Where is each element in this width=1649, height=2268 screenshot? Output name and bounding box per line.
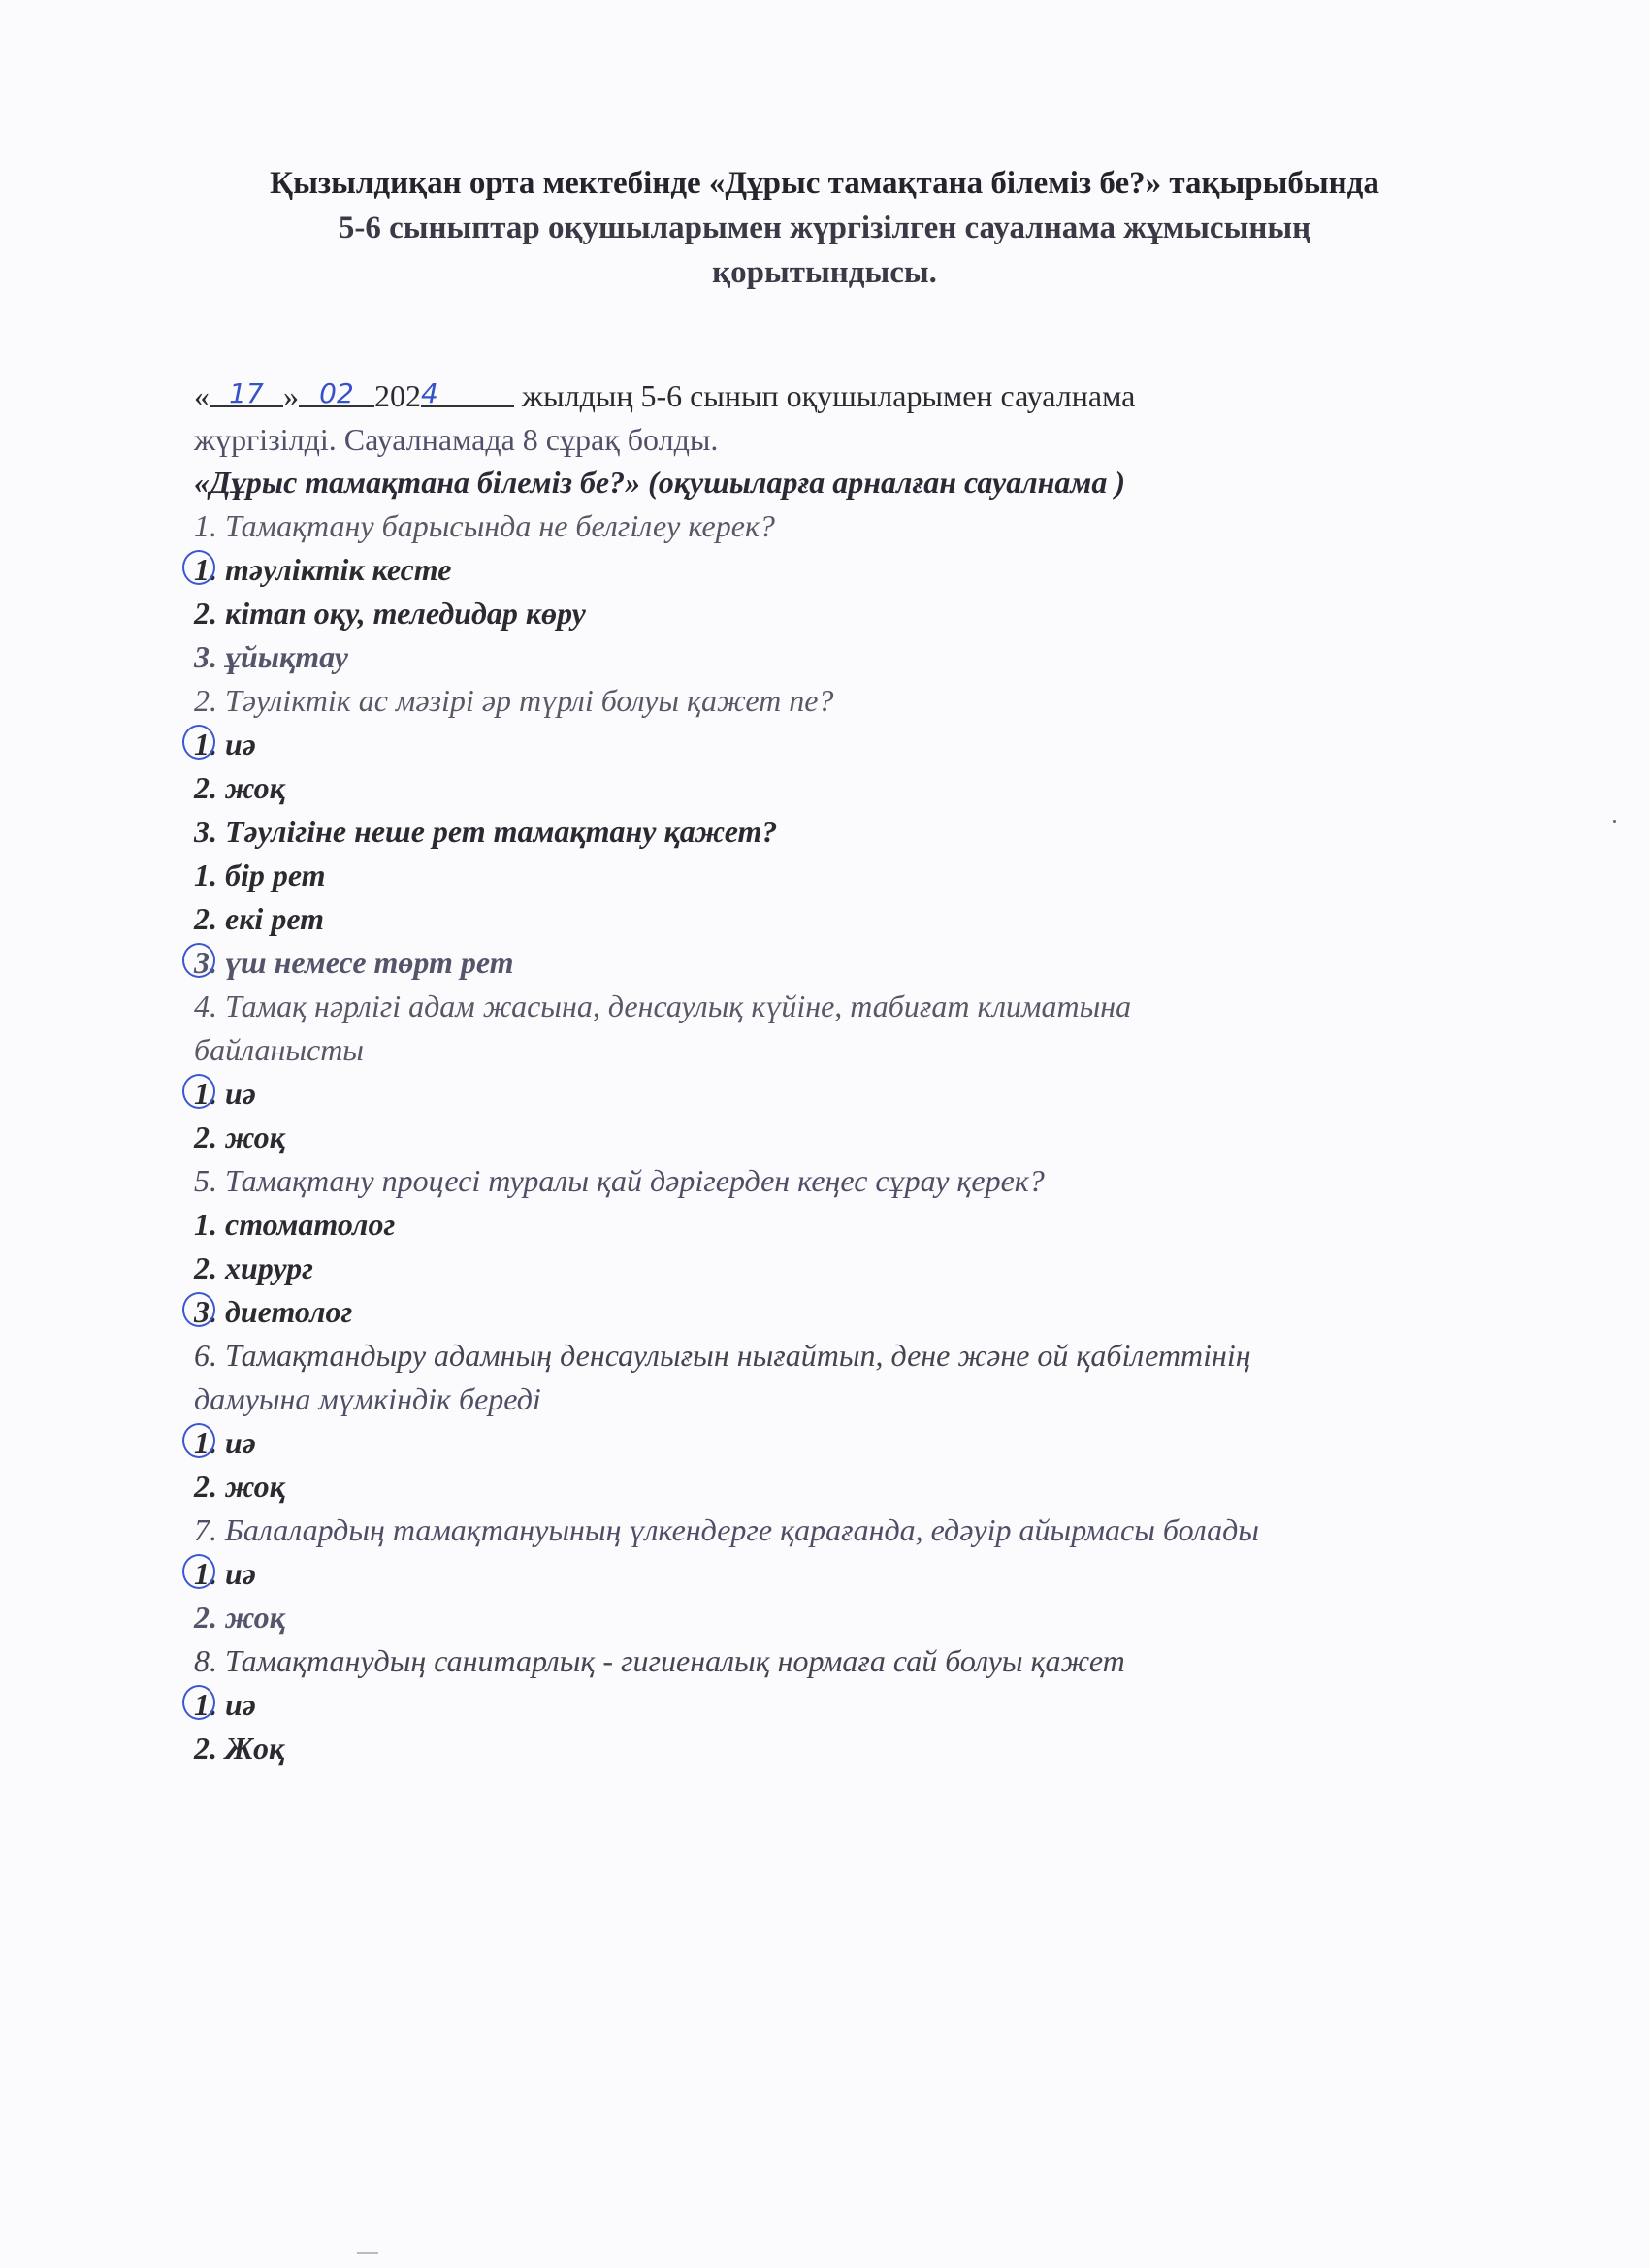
option-text: жоқ	[225, 1119, 285, 1154]
intro-line-1-rest: жылдың 5-6 сынып оқушыларымен сауалнама	[522, 378, 1136, 413]
answer-option	[194, 897, 1533, 941]
option-number: 2.	[194, 1469, 217, 1504]
survey	[194, 461, 1533, 1770]
option-number: 1.	[194, 1076, 217, 1111]
handwritten-year-digit: 4	[421, 377, 438, 409]
title-line-3: қорытындысы.	[712, 255, 937, 290]
question-3: 3. Тәулігіне неше рет тамақтану қажет?	[194, 814, 778, 849]
option-number: 2.	[194, 1731, 217, 1766]
option-number: 1.	[194, 858, 217, 892]
question-8: 8. Тамақтанудың санитарлық - гигиеналық нормаға сай болуы қажет	[194, 1643, 1125, 1678]
option-text: тәуліктік кесте	[225, 552, 452, 587]
intro-line-1	[194, 374, 1504, 418]
answer-option	[194, 1072, 1533, 1116]
document-title	[146, 161, 1504, 295]
answer-option	[194, 1727, 1533, 1770]
answer-option	[194, 1683, 1533, 1727]
answer-option	[194, 941, 1533, 985]
intro-line-2: жүргізілді. Сауалнамада 8 сұрақ болды.	[194, 422, 719, 457]
option-text: жоқ	[225, 1600, 285, 1635]
selected-answer-circle	[182, 1074, 215, 1109]
answer-option	[194, 635, 1533, 679]
answer-option	[194, 1596, 1533, 1639]
quote-close: »	[283, 378, 299, 413]
selected-answer-circle	[182, 1423, 215, 1458]
survey-title: «Дұрыс тамақтана білеміз бе?» (оқушыларға арналған сауалнама )	[194, 465, 1125, 500]
option-text: иә	[225, 1556, 256, 1591]
option-text: хирург	[225, 1250, 313, 1285]
selected-answer-circle	[182, 1292, 215, 1327]
selected-answer-circle	[182, 1685, 215, 1720]
option-text: Жоқ	[225, 1731, 285, 1766]
question-6-line-1: 6. Тамақтандыру адамның денсаулығын нығайтып, дене және ой қабілеттінің	[194, 1338, 1251, 1373]
selected-answer-circle	[182, 725, 215, 760]
answer-option	[194, 1116, 1533, 1159]
title-line-2: 5-6 сыныптар оқушыларымен жүргізілген сауалнама жұмысының	[338, 211, 1311, 245]
option-text: үш немесе төрт рет	[225, 945, 514, 980]
question-7: 7. Балалардың тамақтануының үлкендерге қарағанда, едәуір айырмасы болады	[194, 1512, 1259, 1547]
question-2: 2. Тәуліктік ас мәзірі әр түрлі болуы қажет пе?	[194, 683, 834, 718]
answer-option	[194, 1421, 1533, 1465]
question-4-line-2: байланысты	[194, 1032, 364, 1067]
option-number: 1.	[194, 552, 217, 587]
handwritten-month: 02	[319, 377, 354, 409]
answer-option	[194, 592, 1533, 635]
option-text: жоқ	[225, 770, 285, 805]
option-number: 1.	[194, 1207, 217, 1242]
option-text: иә	[225, 1687, 256, 1722]
year-prefix: 202	[374, 378, 421, 413]
answer-option	[194, 1290, 1533, 1334]
question-6-line-2: дамуына мүмкіндік береді	[194, 1381, 541, 1416]
option-number: 1.	[194, 1556, 217, 1591]
option-number: 3.	[194, 1294, 217, 1329]
answer-option	[194, 1465, 1533, 1508]
answer-option	[194, 548, 1533, 592]
option-text: екі рет	[225, 901, 324, 936]
option-number: 3.	[194, 639, 217, 674]
answer-option	[194, 1247, 1533, 1290]
option-number: 1.	[194, 1425, 217, 1460]
option-text: жоқ	[225, 1469, 285, 1504]
question-1: 1. Тамақтану барысында не белгілеу керек?	[194, 508, 775, 543]
option-text: диетолог	[225, 1294, 353, 1329]
option-text: иә	[225, 1076, 256, 1111]
selected-answer-circle	[182, 1554, 215, 1589]
selected-answer-circle	[182, 943, 215, 978]
answer-option	[194, 766, 1533, 810]
question-5: 5. Тамақтану процесі туралы қай дәрігерден кеңес сұрау қерек?	[194, 1163, 1045, 1198]
question-4-line-1: 4. Тамақ нәрлігі адам жасына, денсаулық күйіне, табиғат климатына	[194, 988, 1132, 1023]
option-text: кітап оқу, теледидар көру	[225, 596, 586, 631]
option-text: иә	[225, 727, 256, 761]
option-number: 3.	[194, 945, 217, 980]
option-text: бір рет	[225, 858, 326, 892]
day-blank	[210, 374, 283, 407]
option-number: 1.	[194, 1687, 217, 1722]
option-text: стоматолог	[225, 1207, 396, 1242]
option-number: 1.	[194, 727, 217, 761]
quote-open: «	[194, 378, 210, 413]
option-number: 2.	[194, 901, 217, 936]
answer-option	[194, 1552, 1533, 1596]
scan-speck	[1613, 820, 1616, 823]
handwritten-day: 17	[229, 377, 264, 409]
option-number: 2.	[194, 770, 217, 805]
scan-mark	[357, 2252, 378, 2254]
month-blank	[299, 374, 374, 407]
answer-option	[194, 854, 1533, 897]
answer-option	[194, 1203, 1533, 1247]
intro-paragraph	[194, 374, 1504, 462]
answer-option	[194, 723, 1533, 766]
title-line-1: Қызылдиқан орта мектебінде «Дұрыс тамақтана білеміз бе?» тақырыбында	[270, 166, 1379, 201]
year-blank	[421, 374, 514, 407]
option-number: 2.	[194, 1250, 217, 1285]
selected-answer-circle	[182, 550, 215, 585]
option-number: 2.	[194, 596, 217, 631]
option-number: 2.	[194, 1600, 217, 1635]
option-number: 2.	[194, 1119, 217, 1154]
option-text: ұйықтау	[225, 639, 348, 674]
option-text: иә	[225, 1425, 256, 1460]
